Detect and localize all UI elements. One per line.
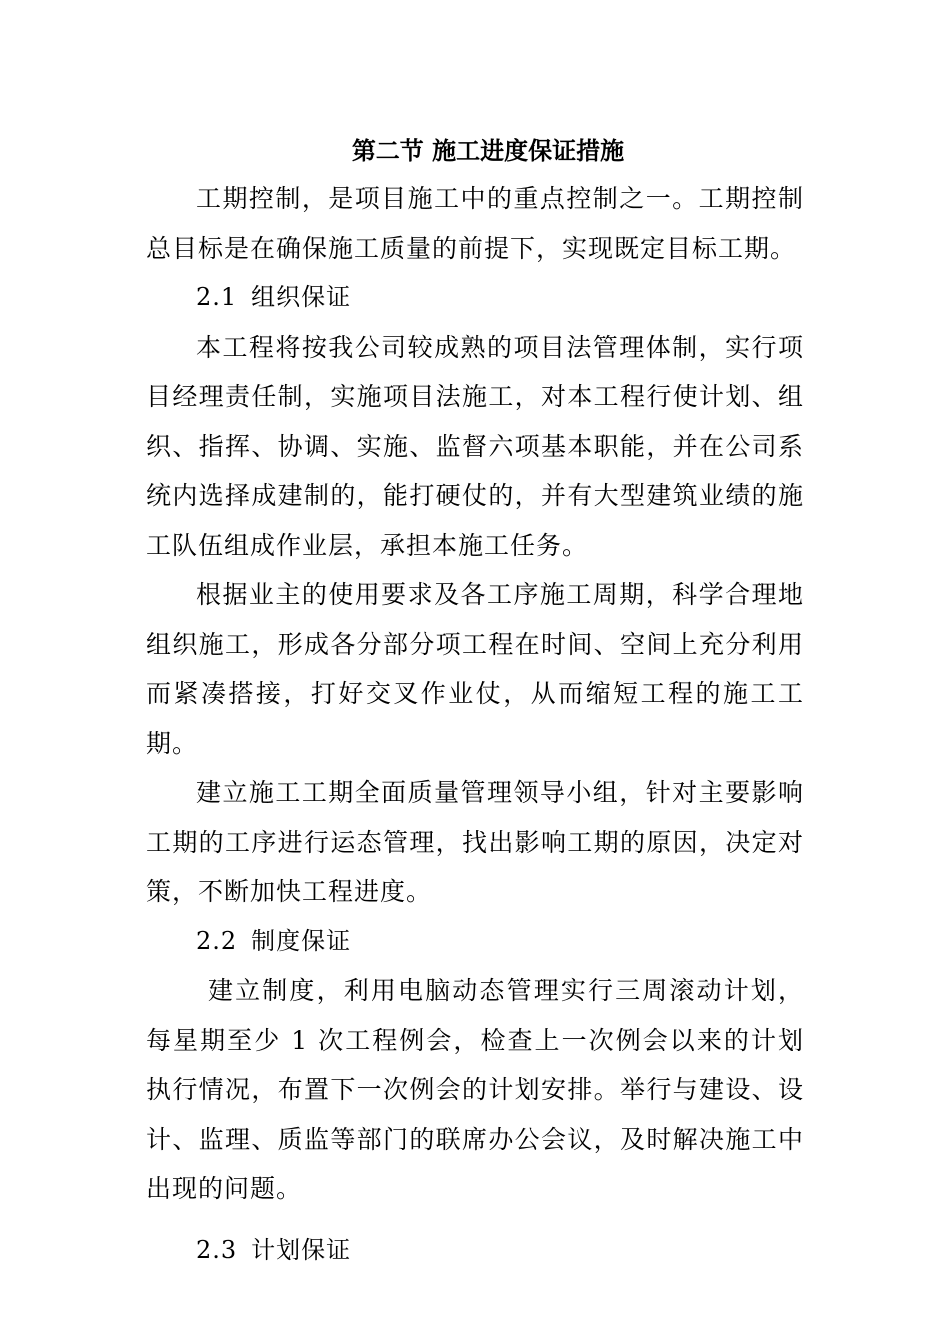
subsection-heading-2-1 bbox=[146, 273, 804, 323]
subsection-heading-2-2 bbox=[146, 917, 804, 967]
body-paragraph: 建立制度，利用电脑动态管理实行三周滚动计划，每星期至少 1 次工程例会，检查上一次例会以来的计划执行情况，布置下一次例会的计划安排。举行与建设、设计、监理、质监等部门的联席办公会议，及时解决施工中出现的问题。 bbox=[146, 976, 804, 1203]
subsection-heading-2-3 bbox=[146, 1226, 804, 1276]
subsection-title: 组织保证 bbox=[251, 283, 352, 311]
subsection-title: 计划保证 bbox=[251, 1235, 352, 1264]
body-paragraph: 本工程将按我公司较成熟的项目法管理体制，实行项目经理责任制，实施项目法施工，对本工程行使计划、组织、指挥、协调、实施、监督六项基本职能，并在公司系统内选择成建制的，能打硬仗的，并有大型建筑业绩的施工队伍组成作业层，承担本施工任务。 bbox=[146, 332, 804, 560]
body-paragraph: 建立施工工期全面质量管理领导小组，针对主要影响工期的工序进行运态管理，找出影响工期的原因，决定对策，不断加快工程进度。 bbox=[146, 778, 804, 906]
section-title: 第二节 施工进度保证措施 bbox=[351, 137, 625, 165]
subsection-number: 2.3 bbox=[196, 1235, 238, 1264]
document-body bbox=[146, 128, 804, 1275]
subsection-number: 2.1 bbox=[196, 283, 238, 311]
intro-paragraph: 工期控制，是项目施工中的重点控制之一。工期控制总目标是在确保施工质量的前提下，实现既定目标工期。 bbox=[146, 184, 804, 263]
body-paragraph: 根据业主的使用要求及各工序施工周期，科学合理地组织施工，形成各分部分项工程在时间、空间上充分利用而紧凑搭接，打好交叉作业仗，从而缩短工程的施工工期。 bbox=[146, 580, 804, 758]
subsection-title: 制度保证 bbox=[251, 926, 352, 955]
subsection-number: 2.2 bbox=[196, 926, 238, 955]
